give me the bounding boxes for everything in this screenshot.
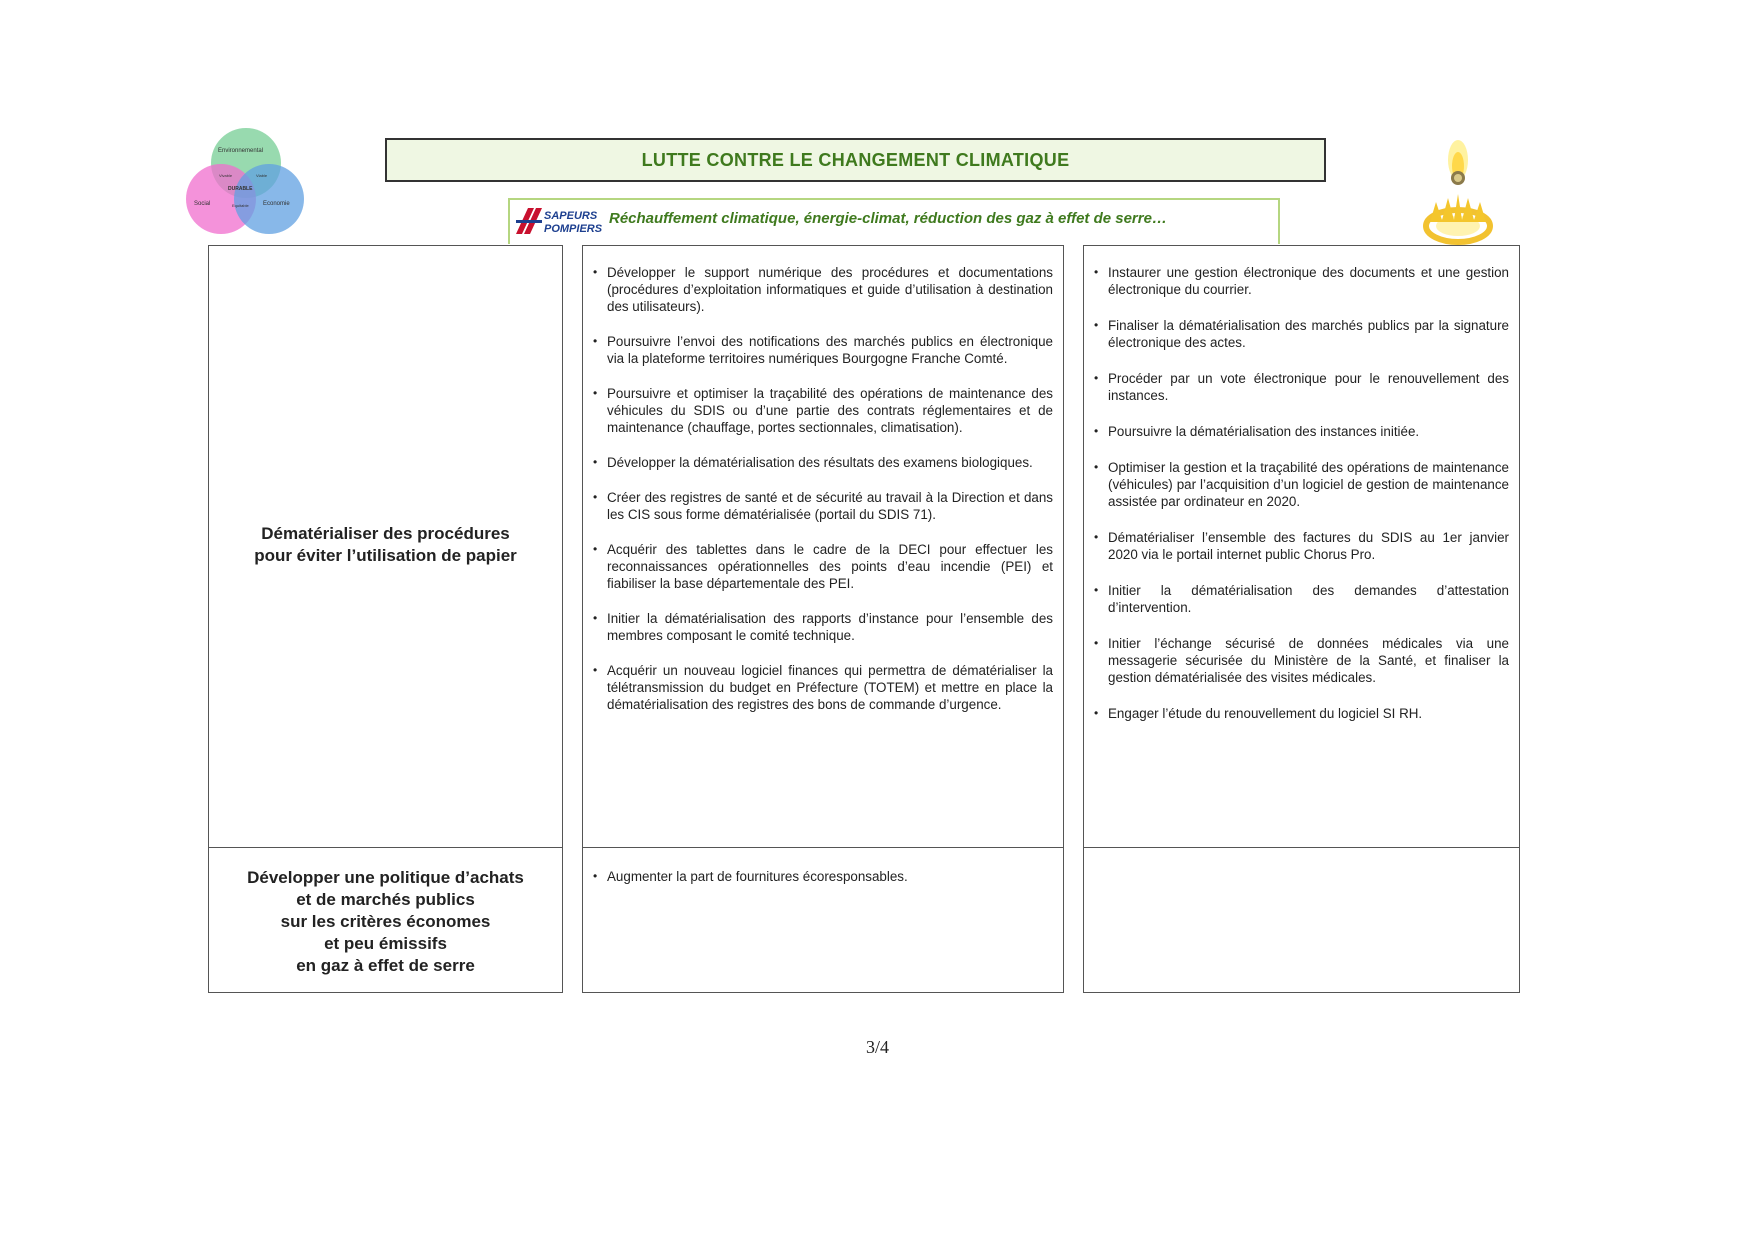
list-item: • Procéder par un vote électronique pour le renouvellement des instances. (1092, 370, 1509, 404)
venn-label-economy: Economie (263, 201, 290, 207)
list-item: • Développer le support numérique des procédures et documentations (procédures d’exploitation informatiques et guide d’utilisation à destination des utilisateurs). (591, 264, 1053, 315)
venn-label-equitable: Equitable (232, 203, 249, 208)
sustainability-venn-icon (186, 128, 306, 236)
list-item: • Instaurer une gestion électronique des documents et une gestion électronique du courrier. (1092, 264, 1509, 298)
list-item: • Dématérialiser l’ensemble des factures du SDIS au 1er janvier 2020 via le portail internet public Chorus Pro. (1092, 529, 1509, 563)
list-item: • Finaliser la dématérialisation des marchés publics par la signature électronique des actes. (1092, 317, 1509, 351)
venn-label-durable: DURABLE (228, 186, 253, 192)
venn-label-vivable: Vivable (219, 173, 233, 178)
theme-title: Dématérialiser des procédures pour éviter l’utilisation de papier (254, 524, 517, 565)
current-actions-list (583, 246, 1063, 713)
subtitle-banner (508, 198, 1280, 244)
list-item: • Poursuivre l’envoi des notifications des marchés publics en électronique via la plateforme territoires numériques Bourgogne Franche Comté. (591, 333, 1053, 367)
page-title (385, 138, 1326, 182)
page-title-text: LUTTE CONTRE LE CHANGEMENT CLIMATIQUE (641, 149, 1070, 170)
future-actions-cell-empty (1083, 847, 1520, 993)
list-item: • Initier la dématérialisation des rapports d’instance pour l’ensemble des membres composant le comité technique. (591, 610, 1053, 644)
logo-text-bottom: POMPIERS (544, 223, 603, 235)
list-item: • Initier l’échange sécurisé de données médicales via une messagerie sécurisée du Ministère de la Santé, et finaliser la gestion dématérialisée des visites médicales. (1092, 635, 1509, 686)
page-subtitle: Réchauffement climatique, énergie-climat, réduction des gaz à effet de serre… (609, 210, 1167, 227)
venn-label-environment: Environnemental (218, 148, 264, 154)
theme-title: Développer une politique d’achats et de marchés publics sur les critères économes et peu émissifs en gaz à effet de serre (247, 868, 524, 975)
venn-label-viable: Viable (256, 173, 268, 178)
list-item: • Acquérir un nouveau logiciel finances qui permettra de dématérialiser la télétransmission du budget en Préfecture (TOTEM) et mettre en place la dématérialisation des registres des bons de commande d’urgence. (591, 662, 1053, 713)
list-item: • Créer des registres de santé et de sécurité au travail à la Direction et dans les CIS sous forme dématérialisée (portail du SDIS 71). (591, 489, 1053, 523)
theme-cell-dematerialisation (208, 245, 563, 848)
list-item: • Poursuivre et optimiser la traçabilité des opérations de maintenance des véhicules du SDIS ou d’une partie des contrats réglementaires et de maintenance (chauffage, portes sectionnales, climatisation). (591, 385, 1053, 436)
page-number: 3/4 (865, 1037, 889, 1057)
logo-text-top: SAPEURS (544, 210, 598, 222)
list-item: • Initier la dématérialisation des demandes d’attestation d’intervention. (1092, 582, 1509, 616)
list-item: • Engager l’étude du renouvellement du logiciel SI RH. (1092, 705, 1509, 722)
economy-circle (234, 164, 304, 234)
list-item: • Acquérir des tablettes dans le cadre de la DECI pour effectuer les reconnaissances opérationnelles des points d’eau incendie (PEI) et fiabiliser la base départementale des PEI. (591, 541, 1053, 592)
future-actions-cell (1083, 245, 1520, 848)
current-actions-cell (582, 847, 1064, 993)
list-item: • Augmenter la part de fournitures écoresponsables. (591, 868, 1053, 885)
firefighter-emblem-icon (1420, 140, 1496, 244)
theme-cell-purchasing (208, 847, 563, 993)
venn-label-social: Social (194, 201, 211, 207)
list-item: • Optimiser la gestion et la traçabilité des opérations de maintenance (véhicules) par l’acquisition d’un logiciel de gestion de maintenance assistée par ordinateur en 2020. (1092, 459, 1509, 510)
current-actions-cell (582, 245, 1064, 848)
sapeurs-pompiers-logo-icon (514, 204, 603, 240)
future-actions-list (1084, 246, 1519, 722)
list-item: • Développer la dématérialisation des résultats des examens biologiques. (591, 454, 1053, 471)
current-actions-list (583, 848, 1063, 885)
list-item: • Poursuivre la dématérialisation des instances initiée. (1092, 423, 1509, 440)
